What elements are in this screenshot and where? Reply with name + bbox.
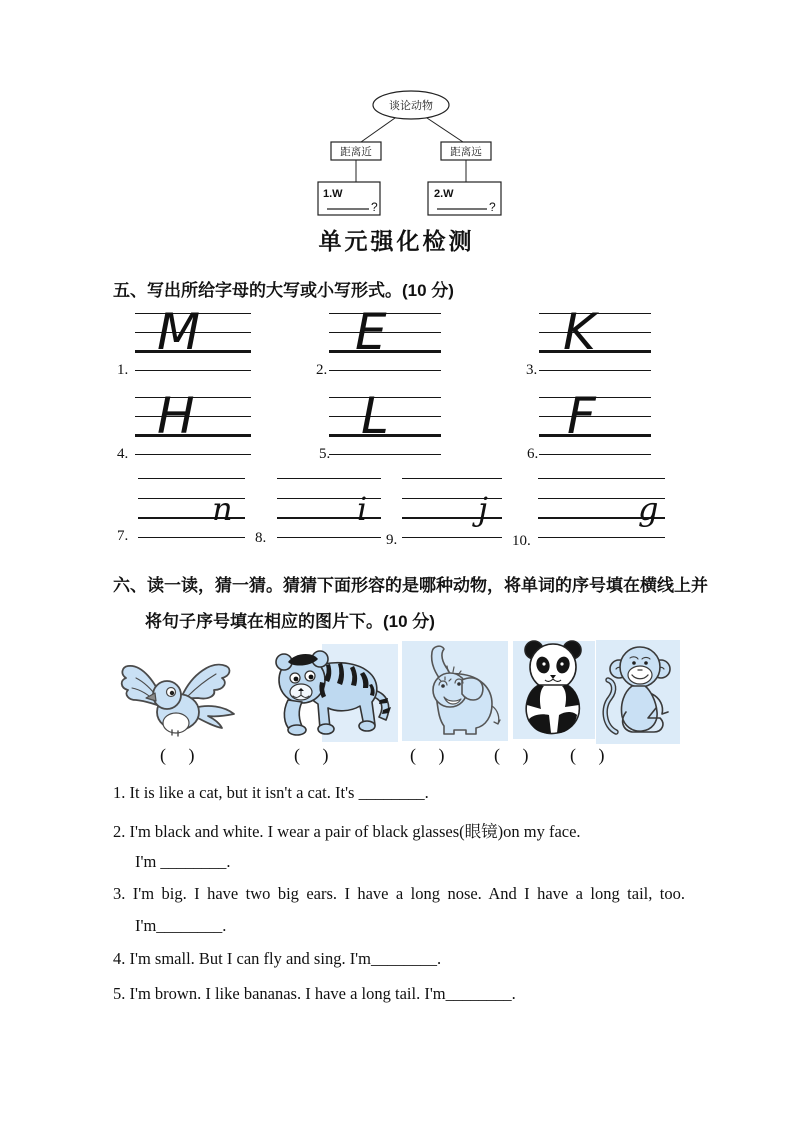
writing-grid <box>138 478 245 538</box>
sentence-line: 1. It is like a cat, but it isn't a cat. It's ________. <box>113 783 429 802</box>
writing-grid <box>135 303 251 371</box>
writing-grid <box>277 478 381 538</box>
letter-sample: M <box>157 303 201 361</box>
answer-parens: ( ) <box>160 745 195 765</box>
item-number: 9. <box>386 532 398 548</box>
bird-image <box>118 648 240 744</box>
writing-grid <box>329 387 441 455</box>
sentence-line: I'm ________. <box>135 852 231 871</box>
section5-heading: 五、写出所给字母的大写或小写形式。(10 分) <box>113 281 454 300</box>
answer-parens: ( ) <box>410 745 445 765</box>
sentence-line: 4. I'm small. But I can fly and sing. I'm________. <box>113 949 442 968</box>
writing-grid <box>538 478 665 538</box>
section6-heading-line1: 六、读一读，猜一猜。猜猜下面形容的是哪种动物，将单词的序号填在横线上并 <box>113 576 708 595</box>
item-number: 5. <box>319 446 331 462</box>
letter-sample: L <box>361 387 389 445</box>
writing-grid <box>539 303 651 371</box>
writing-grid <box>402 478 502 538</box>
letter-sample: g <box>638 490 659 528</box>
letter-sample: K <box>563 303 596 361</box>
item-number: 1. <box>117 362 129 378</box>
branch-near-label: 距离近 <box>340 146 372 158</box>
item-number: 2. <box>316 362 328 378</box>
letter-sample: i <box>357 490 368 528</box>
item-number: 8. <box>255 530 267 546</box>
sentence-line: 3. I'm big. I have two big ears. I have a long nose. And I have a long tail, too. <box>113 884 685 903</box>
letter-sample: n <box>212 490 233 528</box>
item-number: 3. <box>526 362 538 378</box>
letter-sample: j <box>478 490 488 528</box>
answer-parens: ( ) <box>494 745 529 765</box>
question-box-1-label: 1.W <box>323 188 343 200</box>
question-box-1-qmark: ? <box>371 200 378 214</box>
question-box-2-label: 2.W <box>434 188 454 200</box>
answer-parens: ( ) <box>570 745 605 765</box>
writing-grid <box>135 387 251 455</box>
letter-sample: H <box>157 387 195 445</box>
answer-parens: ( ) <box>294 745 329 765</box>
page-title: 单元强化检测 <box>318 228 475 254</box>
item-number: 4. <box>117 446 129 462</box>
branch-far-label: 距离远 <box>450 146 482 158</box>
sentence-line: 2. I'm black and white. I wear a pair of black glasses(眼镜)on my face. <box>113 822 581 841</box>
panda-image <box>513 637 595 743</box>
sentence-line: 5. I'm brown. I like bananas. I have a long tail. I'm________. <box>113 984 516 1003</box>
mind-map-diagram <box>303 84 523 224</box>
item-number: 6. <box>527 446 539 462</box>
writing-grid <box>539 387 651 455</box>
writing-grid <box>329 303 441 371</box>
monkey-image <box>596 636 680 748</box>
tiger-image <box>260 640 398 748</box>
letter-sample: E <box>355 303 387 361</box>
item-number: 7. <box>117 528 129 544</box>
mind-map-root-label: 谈论动物 <box>389 100 433 112</box>
letter-sample: F <box>567 387 596 445</box>
sentence-line: I'm________. <box>135 916 227 935</box>
section6-heading-line2: 将句子序号填在相应的图片下。(10 分) <box>145 612 435 631</box>
question-box-2-qmark: ? <box>489 200 496 214</box>
item-number: 10. <box>512 533 531 549</box>
elephant-image <box>402 638 508 744</box>
